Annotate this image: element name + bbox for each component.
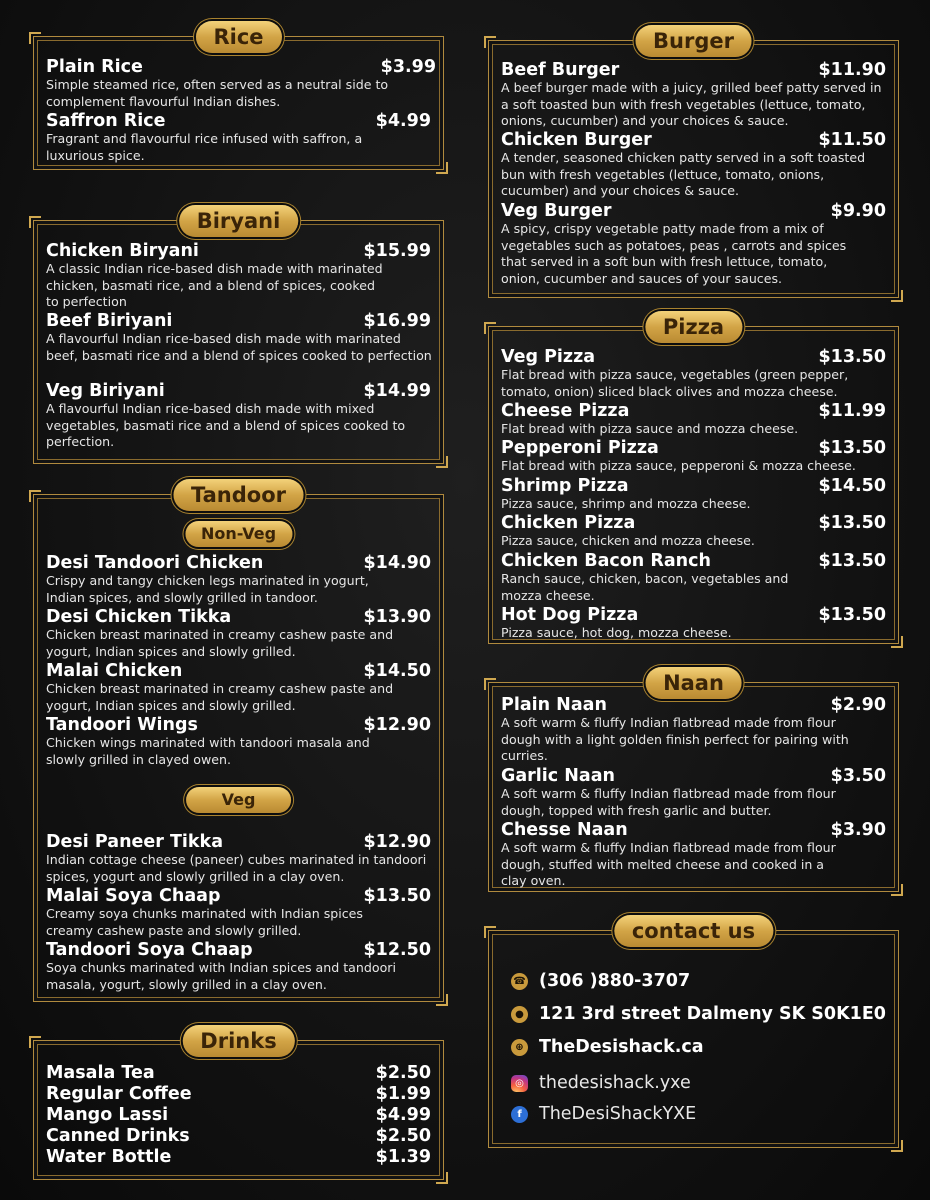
menu-item-chicken-biryani [46,241,431,311]
drink-item [46,1147,431,1168]
menu-item-beef-burger [501,60,886,130]
item-desc: Fragrant and flavourful rice infused with saffron, a luxurious spice. [46,131,363,163]
drink-item [46,1126,431,1147]
drinks-section [33,1029,444,1180]
item-price: $13.50 [818,513,886,533]
item-name: Plain Rice [46,57,143,77]
menu-item-chicken-pizza [501,513,886,550]
item-price: $14.50 [363,661,431,681]
item-desc: Simple steamed rice, often served as a neutral side to complement flavourful Indian dishes. [46,77,389,109]
item-desc: Pizza sauce, hot dog, mozza cheese. [501,625,732,640]
item-desc: A classic Indian rice-based dish made with marinated chicken, basmati rice, and a blend of spices, cooked to perfection [46,261,383,310]
rice-title: Rice [195,21,281,53]
tandoor-title: Tandoor [173,479,304,511]
item-desc: Indian cottage cheese (paneer) cubes marinated in tandoori spices, yogurt and slowly grilled in a clay oven. [46,852,427,884]
location-pin-icon: ● [511,1006,528,1023]
item-name: Malai Chicken [46,661,183,681]
item-price: $13.50 [818,347,886,367]
drink-item [46,1063,431,1084]
item-name: Desi Chicken Tikka [46,607,232,627]
menu-item-hot-dog-pizza [501,605,886,642]
contact-address [511,1004,886,1024]
address: 121 3rd street Dalmeny SK S0K1E0 [539,1004,886,1024]
item-desc: A flavourful Indian rice-based dish made with mixed vegetables, basmati rice and a blend of spices cooked to perfection. [46,401,406,450]
phone-number[interactable]: (306 )880-3707 [539,971,691,991]
item-desc: Creamy soya chunks marinated with Indian spices creamy cashew paste and slowly grilled. [46,906,363,938]
item-price: $3.90 [830,820,886,840]
contact-facebook [511,1104,696,1124]
item-name: Desi Paneer Tikka [46,832,224,852]
naan-title: Naan [645,667,742,699]
item-price: $15.99 [363,241,431,261]
phone-icon: ☎ [511,973,528,990]
menu-item-veg-pizza [501,347,886,400]
item-desc: Soya chunks marinated with Indian spices and tandoori masala, yogurt, slowly grilled in a clay oven. [46,960,396,992]
drink-name: Regular Coffee [46,1084,192,1104]
item-desc: A soft warm & fluffy Indian flatbread made from flour dough, topped with fresh garlic and butter. [501,786,836,818]
item-desc: A tender, seasoned chicken patty served in a soft toasted bun with fresh vegetables (lettuce, tomato, onions, cucumber) and your choices & sauce. [501,150,866,199]
tandoor-section [33,483,444,1002]
menu-item-garlic-naan [501,766,886,819]
drink-name: Water Bottle [46,1147,172,1167]
drink-name: Mango Lassi [46,1105,169,1125]
item-desc: A flavourful Indian rice-based dish made with marinated beef, basmati rice and a blend of spices cooked to perfection [46,331,432,363]
contact-website [511,1037,704,1057]
item-name: Tandoori Wings [46,715,198,735]
item-price: $13.90 [363,607,431,627]
drink-price: $1.39 [375,1147,431,1167]
item-name: Veg Pizza [501,347,596,367]
pizza-title: Pizza [645,311,742,343]
item-price: $14.99 [363,381,431,401]
menu-item-veg-biriyani [46,381,431,451]
menu-item-chesse-naan [501,820,886,890]
rice-section [33,25,444,170]
menu-item-desi-paneer-tikka [46,832,431,885]
item-name: Chesse Naan [501,820,628,840]
contact-section [488,919,899,1148]
item-name: Garlic Naan [501,766,615,786]
item-name: Saffron Rice [46,111,166,131]
item-price: $2.90 [830,695,886,715]
menu-item-tandoori-soya-chaap [46,940,431,993]
item-name: Beef Biriyani [46,311,173,331]
drink-name: Canned Drinks [46,1126,190,1146]
item-price: $14.50 [818,476,886,496]
drink-item [46,1084,431,1105]
item-price: $3.99 [380,57,436,77]
pizza-section [488,315,899,644]
naan-section [488,671,899,892]
item-name: Veg Burger [501,201,612,221]
item-price: $12.50 [363,940,431,960]
drinks-title: Drinks [182,1025,294,1057]
menu-item-beef-biriyani [46,311,431,364]
item-name: Pepperoni Pizza [501,438,659,458]
instagram-link[interactable]: thedesishack.yxe [539,1073,691,1093]
contact-instagram [511,1073,691,1093]
drink-price: $4.99 [375,1105,431,1125]
item-desc: A soft warm & fluffy Indian flatbread made from flour dough with a light golden finish perfect for pairing with curries. [501,715,849,764]
item-desc: Pizza sauce, chicken and mozza cheese. [501,533,755,548]
item-price: $11.50 [818,130,886,150]
menu-item-chicken-burger [501,130,886,200]
item-desc: A soft warm & fluffy Indian flatbread made from flour dough, stuffed with melted cheese and cooked in a clay oven. [501,840,836,889]
globe-icon: ⊕ [511,1039,528,1056]
item-desc: Chicken breast marinated in creamy cashew paste and yogurt, Indian spices and slowly grilled. [46,681,394,713]
menu-item-plain-rice [46,57,436,110]
menu-item-chicken-bacon-ranch [501,551,886,604]
menu-item-cheese-pizza [501,401,886,438]
item-desc: Flat bread with pizza sauce, pepperoni & mozza cheese. [501,458,856,473]
item-price: $11.90 [818,60,886,80]
website-link[interactable]: TheDesishack.ca [539,1037,704,1057]
item-price: $13.50 [818,605,886,625]
item-name: Malai Soya Chaap [46,886,221,906]
item-desc: Chicken breast marinated in creamy cashew paste and yogurt, Indian spices and slowly grilled. [46,627,394,659]
drink-price: $2.50 [375,1126,431,1146]
drink-item [46,1105,431,1126]
item-desc: Ranch sauce, chicken, bacon, vegetables and mozza cheese. [501,571,789,603]
item-name: Shrimp Pizza [501,476,629,496]
menu-item-tandoori-wings [46,715,431,768]
item-desc: Flat bread with pizza sauce, vegetables (green pepper, tomato, onion) sliced black olives and mozza cheese. [501,367,849,399]
item-price: $12.90 [363,832,431,852]
item-desc: A spicy, crispy vegetable patty made from a mix of vegetables such as potatoes, peas , carrots and spices that served in a soft bun with fresh lettuce, tomato, onion, cucumber and sauces of your sauces. [501,221,847,286]
item-price: $11.99 [818,401,886,421]
item-price: $16.99 [363,311,431,331]
contact-phone [511,971,690,991]
drink-price: $1.99 [375,1084,431,1104]
veg-subtitle: Veg [186,787,292,813]
item-price: $13.50 [818,551,886,571]
menu-item-malai-chicken [46,661,431,714]
item-price: $14.90 [363,553,431,573]
burger-title: Burger [635,25,752,57]
item-desc: Pizza sauce, shrimp and mozza cheese. [501,496,751,511]
item-price: $4.99 [375,111,431,131]
menu-item-desi-chicken-tikka [46,607,431,660]
item-price: $13.50 [818,438,886,458]
contact-title: contact us [614,915,773,947]
item-price: $13.50 [363,886,431,906]
item-price: $9.90 [830,201,886,221]
item-desc: A beef burger made with a juicy, grilled beef patty served in a soft toasted bun with fresh vegetables (lettuce, tomato, onions, cucumber) and your choices & sauce. [501,80,882,129]
menu-item-desi-tandoori-chicken [46,553,431,606]
menu-item-malai-soya-chaap [46,886,431,939]
item-name: Veg Biriyani [46,381,165,401]
menu-item-pepperoni-pizza [501,438,886,475]
item-name: Cheese Pizza [501,401,630,421]
menu-item-saffron-rice [46,111,431,164]
facebook-icon: f [511,1106,528,1123]
item-name: Plain Naan [501,695,607,715]
item-name: Chicken Bacon Ranch [501,551,711,571]
non-veg-subtitle: Non-Veg [185,521,292,547]
item-name: Desi Tandoori Chicken [46,553,264,573]
instagram-icon: ◎ [511,1075,528,1092]
menu-item-shrimp-pizza [501,476,886,513]
biryani-title: Biryani [179,205,299,237]
drink-price: $2.50 [375,1063,431,1083]
menu-item-plain-naan [501,695,886,765]
drink-name: Masala Tea [46,1063,155,1083]
item-name: Chicken Pizza [501,513,636,533]
item-desc: Crispy and tangy chicken legs marinated in yogurt, Indian spices, and slowly grilled in tandoor. [46,573,369,605]
item-price: $12.90 [363,715,431,735]
item-name: Chicken Burger [501,130,652,150]
item-name: Beef Burger [501,60,620,80]
item-desc: Flat bread with pizza sauce and mozza cheese. [501,421,799,436]
item-name: Tandoori Soya Chaap [46,940,253,960]
item-desc: Chicken wings marinated with tandoori masala and slowly grilled in clayed owen. [46,735,370,767]
menu-item-veg-burger [501,201,886,287]
burger-section [488,29,899,298]
biryani-section [33,209,444,464]
item-price: $3.50 [830,766,886,786]
item-name: Chicken Biryani [46,241,199,261]
facebook-link[interactable]: TheDesiShackYXE [539,1104,697,1124]
item-name: Hot Dog Pizza [501,605,639,625]
